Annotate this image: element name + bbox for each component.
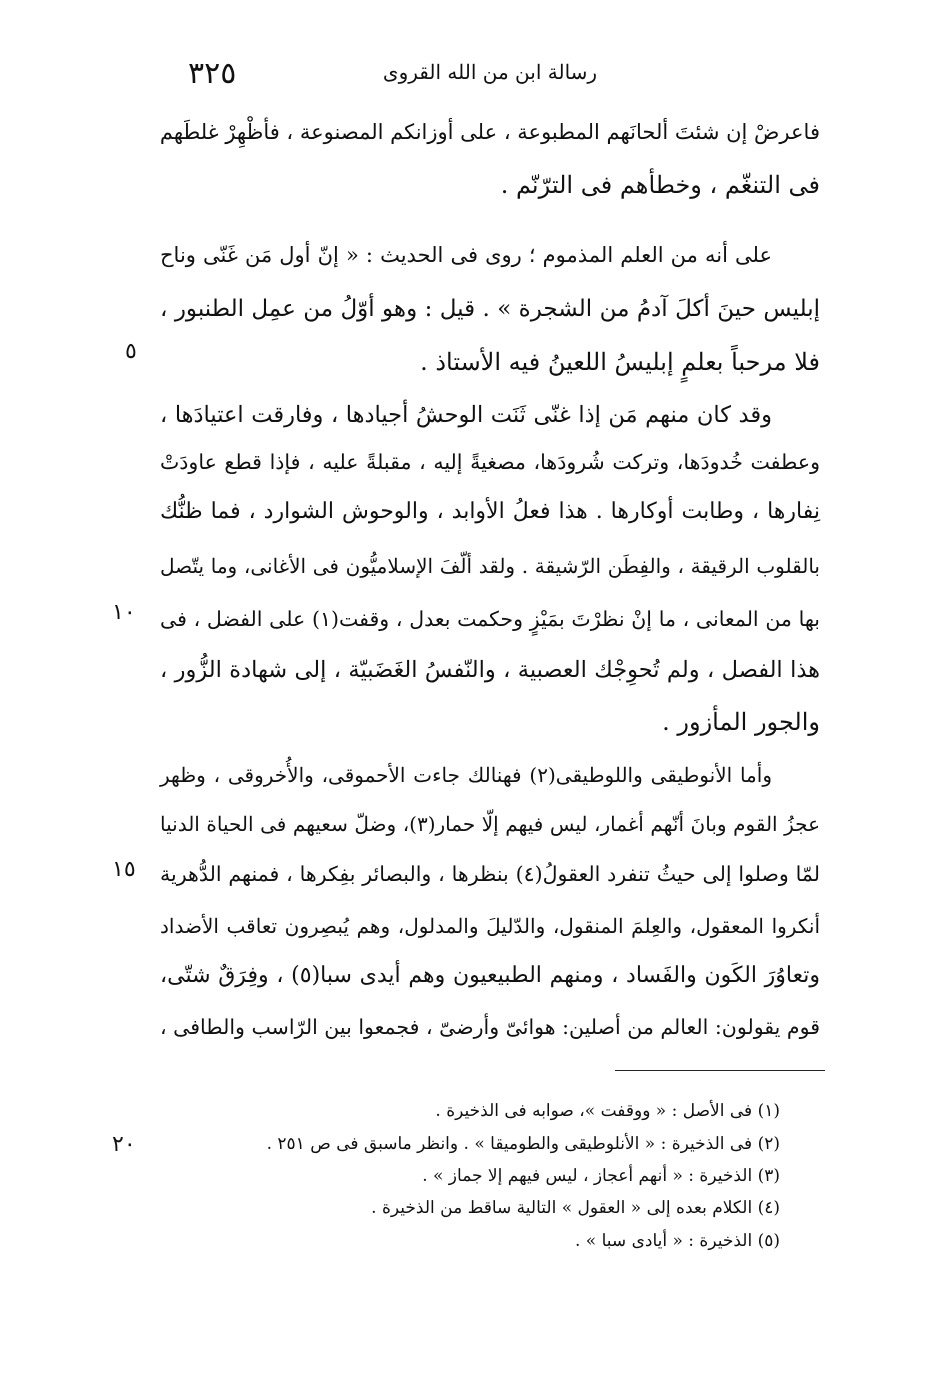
text-line: إبليس حينَ أكلَ آدمُ من الشجرة » . قيل : وهو أوّلُ من عمِل الطنبور ،	[160, 296, 820, 322]
line-number: ٢٠	[112, 1132, 136, 1157]
text-line: وتعاوُرَ الكَون والفَساد ، ومنهم الطبيعيون وهم أيدى سبا(٥) ، وفِرَقٌ شتّى،	[160, 963, 820, 988]
text-line: نِفارها ، وطابت أوكارها . هذا فعلُ الأوابد ، والوحوش الشوارد ، فما ظنُّك	[160, 499, 820, 524]
text-line: هذا الفصل ، ولم تُحوِجْك العصبية ، والنّفسُ الغَضَبيّة ، إلى شهادة الزُّور ،	[160, 657, 820, 683]
text-line: وعطفت خُدودَها، وتركت شُرودَها، مصغيةً إليه ، مقبلةً عليه ، فإذا قطع عاودَتْ	[160, 450, 820, 474]
footnote: (١) فى الأصل : « ووقفت »، صوابه فى الذخيرة .	[435, 1101, 780, 1121]
page-header	[160, 52, 820, 92]
line-number: ٥	[125, 339, 137, 364]
text-line: وقد كان منهم مَن إذا غنّى ثَنَت الوحشُ أجيادها ، وفارقت اعتيادَها ،	[160, 402, 772, 428]
text-line: فى التنغّم ، وخطأهم فى الترّنّم .	[500, 171, 820, 199]
text-line: وأما الأنوطيقى واللوطيقى(٢) فهنالك جاءت الأحموقى، والأُخروقى ، وظهر	[160, 763, 772, 787]
text-line: فلا مرحباً بعلمٍ إبليسُ اللعينُ فيه الأستاذ .	[420, 348, 820, 376]
footnote: (٤) الكلام بعده إلى « العقول » التالية ساقط من الذخيرة .	[371, 1198, 780, 1218]
text-line: قوم يقولون: العالم من أصلين: هوائىّ وأرضىّ ، فجمعوا بين الرّاسب والطافى ،	[160, 1015, 820, 1039]
footnote-separator	[615, 1070, 825, 1071]
main-text	[160, 106, 820, 1066]
text-line: على أنه من العلم المذموم ؛ روى فى الحديث : « إنّ أول مَن غَنّى وناح	[160, 243, 772, 267]
text-line: فاعرضْ إن شئتَ ألحانَهم المطبوعة ، على أوزانكم المصنوعة ، فأظْهِرْ غلطَهم	[159, 120, 820, 144]
text-line: بها من المعانى ، ما إنْ نظرْتَ بمَيْزٍ وحكمت بعدل ، وقفت(١) على الفضل ، فى	[160, 607, 820, 631]
text-line: والجور المأزور .	[662, 708, 820, 736]
running-title: رسالة ابن من الله القروى	[382, 60, 598, 84]
text-line: عجزُ القوم وبانَ أنّهم أغمار، ليس فيهم إلّا حمار(٣)، وضلّ سعيهم فى الحياة الدنيا	[160, 812, 821, 836]
footnote: (٣) الذخيرة : « أنهم أعجاز ، ليس فيهم إلا جماز » .	[422, 1166, 780, 1186]
text-line: بالقلوب الرقيقة ، والفِطَن الرّشيقة . ولقد ألّفَ الإسلاميُّون فى الأغانى، وما يتّصل	[160, 554, 820, 578]
text-line: لمّا وصلوا إلى حيثُ تنفرد العقولُ(٤) بنظرها ، والبصائر بفِكرها ، فمنهم الدُّهرية	[160, 862, 820, 886]
footnote: (٢) فى الذخيرة : « الأنلوطيقى والطوميقا » . وانظر ماسبق فى ص ٢٥١ .	[266, 1134, 780, 1154]
line-number: ١٥	[112, 857, 136, 882]
footnote: (٥) الذخيرة : « أيادى سبا » .	[575, 1231, 780, 1251]
page-number: ٣٢٥	[188, 56, 237, 91]
text-line: أنكروا المعقول، والعِلمَ المنقول، والدّليلَ والمدلول، وهم يُبصِرون تعاقب الأضداد	[160, 914, 820, 938]
line-number: ١٠	[112, 600, 136, 625]
